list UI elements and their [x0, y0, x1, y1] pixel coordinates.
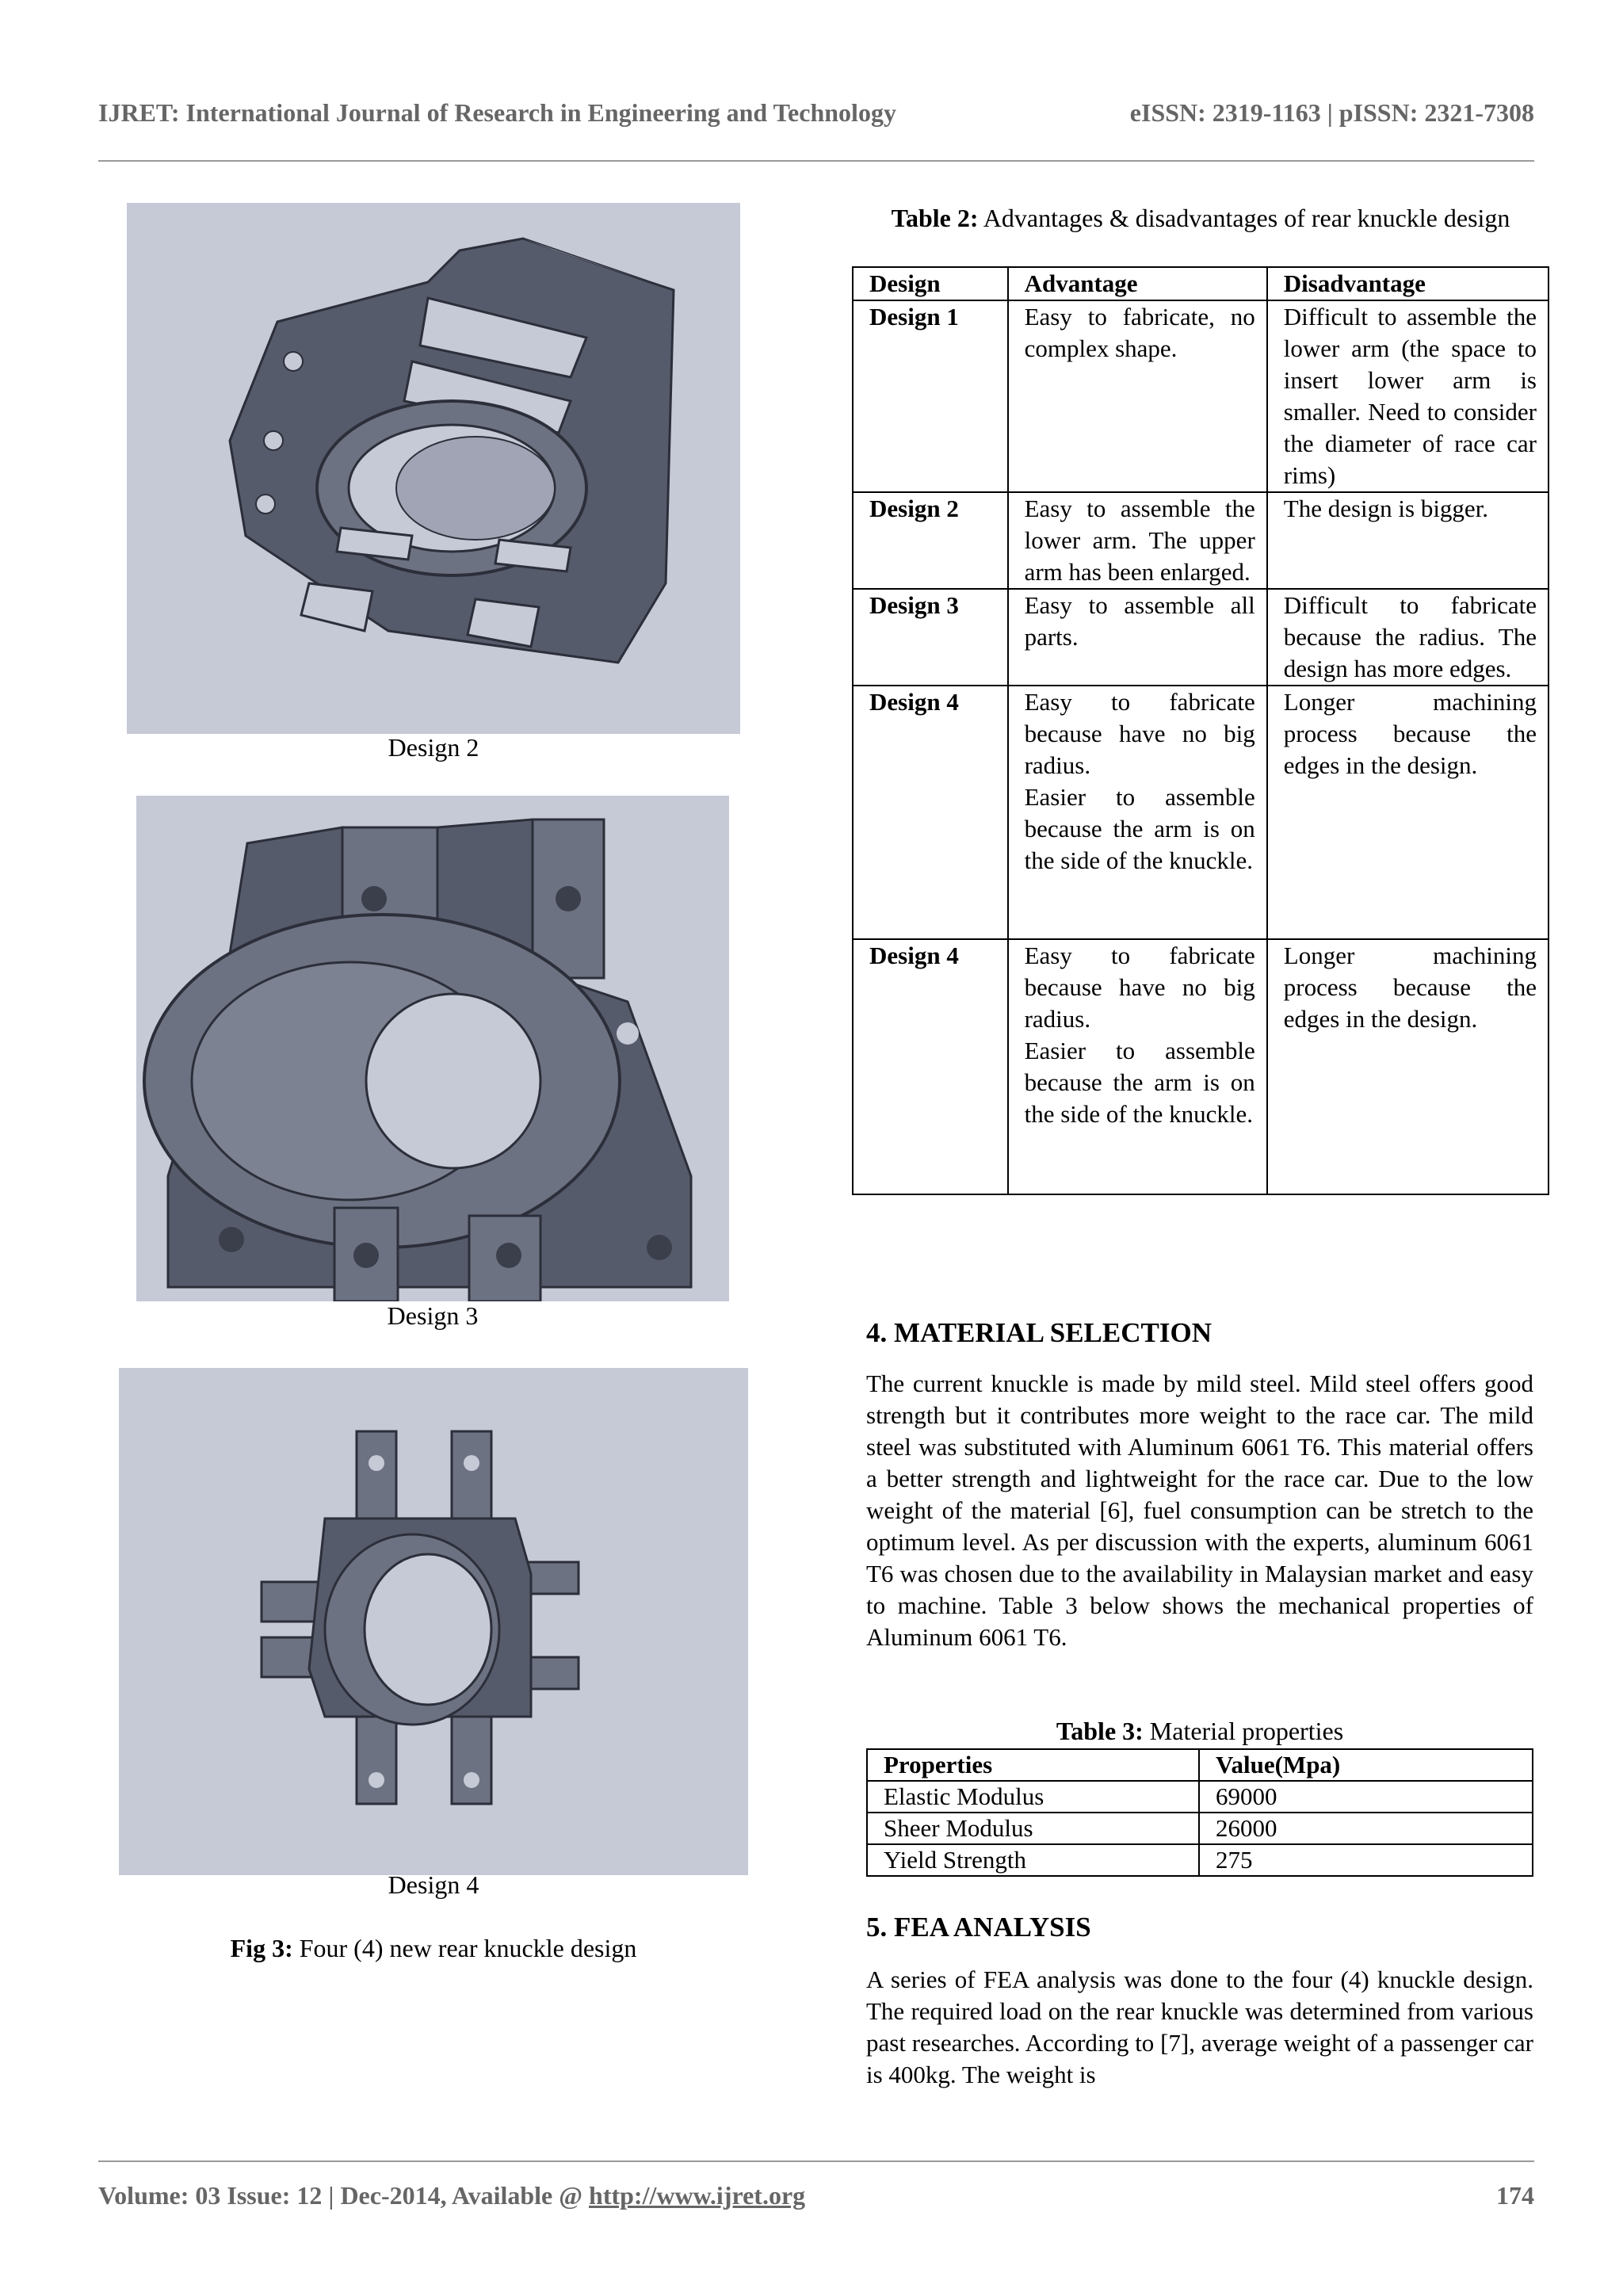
- design-cell: Design 4: [853, 686, 1008, 939]
- footer-rule: [98, 2160, 1534, 2162]
- advantage-cell: [1008, 686, 1267, 939]
- table3: [866, 1748, 1533, 1877]
- table-row: [867, 1844, 1533, 1876]
- figure-label: Fig 3:: [230, 1934, 293, 1962]
- design-cell: Design 1: [853, 300, 1008, 492]
- table2: [852, 266, 1549, 1195]
- table-row: [853, 686, 1549, 939]
- table-row: [853, 492, 1549, 589]
- header-rule: [98, 160, 1534, 162]
- figure-caption: [119, 1934, 748, 1963]
- table-row: [853, 589, 1549, 686]
- advantage-cell: Easy to fabricate, no complex shape.: [1008, 300, 1267, 492]
- footer-volume: [98, 2181, 805, 2210]
- advantage-cell: Easy to assemble the lower arm. The upper arm has been enlarged.: [1008, 492, 1267, 589]
- table3-header-cell: Value(Mpa): [1199, 1749, 1533, 1781]
- section4-paragraph: The current knuckle is made by mild steel. Mild steel offers good strength but it contributes more weight to the race car. The mild steel was substituted with Aluminum 6061 T6. This material offers a better strength and lightweight for the race car. Due to the low weight of the material [6], fuel consumption can be stretch to the optimum level. As per discussion with the experts, aluminum 6061 T6 was chosen due to the availability in Malaysian market and easy to machine. Table 3 below shows the mechanical properties of Aluminum 6061 T6.: [866, 1370, 1533, 1651]
- table-row: [867, 1781, 1533, 1813]
- design-cell: Design 2: [853, 492, 1008, 589]
- advantage-line: Easier to assemble because the arm is on the side of the knuckle.: [1024, 1037, 1255, 1128]
- table3-header-row: [867, 1749, 1533, 1781]
- design3-caption: Design 3: [387, 1301, 479, 1330]
- value-cell: 26000: [1199, 1813, 1533, 1844]
- table3-header-cell: Properties: [867, 1749, 1199, 1781]
- disadvantage-cell: Longer machining process because the edges in the design.: [1267, 939, 1549, 1194]
- disadvantage-cell: Difficult to assemble the lower arm (the space to insert lower arm is smaller. Need to consider the diameter of race car rims): [1267, 300, 1549, 492]
- section5-paragraph: A series of FEA analysis was done to the four (4) knuckle design. The required load on the rear knuckle was determined from various past researches. According to [7], average weight of a passenger car is 400kg. The weight is: [866, 1966, 1533, 2088]
- figure-caption-text: Four (4) new rear knuckle design: [292, 1934, 637, 1962]
- table2-header-cell: Design: [853, 267, 1008, 300]
- table-row: [867, 1813, 1533, 1844]
- section4-heading: 4. MATERIAL SELECTION: [866, 1317, 1212, 1348]
- table2-header-cell: Disadvantage: [1267, 267, 1549, 300]
- disadvantage-cell: Longer machining process because the edges in the design.: [1267, 686, 1549, 939]
- journal-title: IJRET: International Journal of Research in Engineering and Technology: [98, 98, 896, 127]
- advantage-line: Easy to fabricate because have no big radius.: [1024, 688, 1255, 779]
- table-row: [853, 939, 1549, 1194]
- property-cell: Yield Strength: [867, 1844, 1199, 1876]
- advantage-cell: Easy to assemble all parts.: [1008, 589, 1267, 686]
- table2-label: Table 2:: [891, 204, 979, 232]
- page-number: 174: [1496, 2181, 1534, 2210]
- table2-header-cell: Advantage: [1008, 267, 1267, 300]
- journal-link[interactable]: http://www.ijret.org: [589, 2181, 806, 2210]
- design2-image: [127, 203, 740, 734]
- table-row: [853, 300, 1549, 492]
- table3-title: [866, 1717, 1533, 1746]
- advantage-line: Easier to assemble because the arm is on the side of the knuckle.: [1024, 783, 1255, 874]
- section5-heading: 5. FEA ANALYSIS: [866, 1912, 1091, 1943]
- property-cell: Sheer Modulus: [867, 1813, 1199, 1844]
- table2-header-row: [853, 267, 1549, 300]
- design4-image: [119, 1368, 748, 1875]
- advantage-cell: [1008, 939, 1267, 1194]
- design-cell: Design 3: [853, 589, 1008, 686]
- table2-title-text: Advantages & disadvantages of rear knuckle design: [978, 204, 1510, 232]
- value-cell: 69000: [1199, 1781, 1533, 1813]
- advantage-line: Easy to fabricate because have no big radius.: [1024, 942, 1255, 1033]
- disadvantage-cell: Difficult to fabricate because the radius. The design has more edges.: [1267, 589, 1549, 686]
- design2-caption: Design 2: [388, 733, 479, 762]
- disadvantage-cell: The design is bigger.: [1267, 492, 1549, 589]
- table3-label: Table 3:: [1056, 1717, 1144, 1745]
- design-cell: Design 4: [853, 939, 1008, 1194]
- design4-caption: Design 4: [388, 1870, 479, 1899]
- table3-title-text: Material properties: [1143, 1717, 1344, 1745]
- value-cell: 275: [1199, 1844, 1533, 1876]
- issn: eISSN: 2319-1163 | pISSN: 2321-7308: [1129, 98, 1534, 127]
- table2-title: [852, 203, 1549, 233]
- design3-image: [136, 796, 729, 1301]
- property-cell: Elastic Modulus: [867, 1781, 1199, 1813]
- page-header: [98, 98, 1534, 136]
- footer-volume-text: Volume: 03 Issue: 12 | Dec-2014, Available @: [98, 2181, 590, 2210]
